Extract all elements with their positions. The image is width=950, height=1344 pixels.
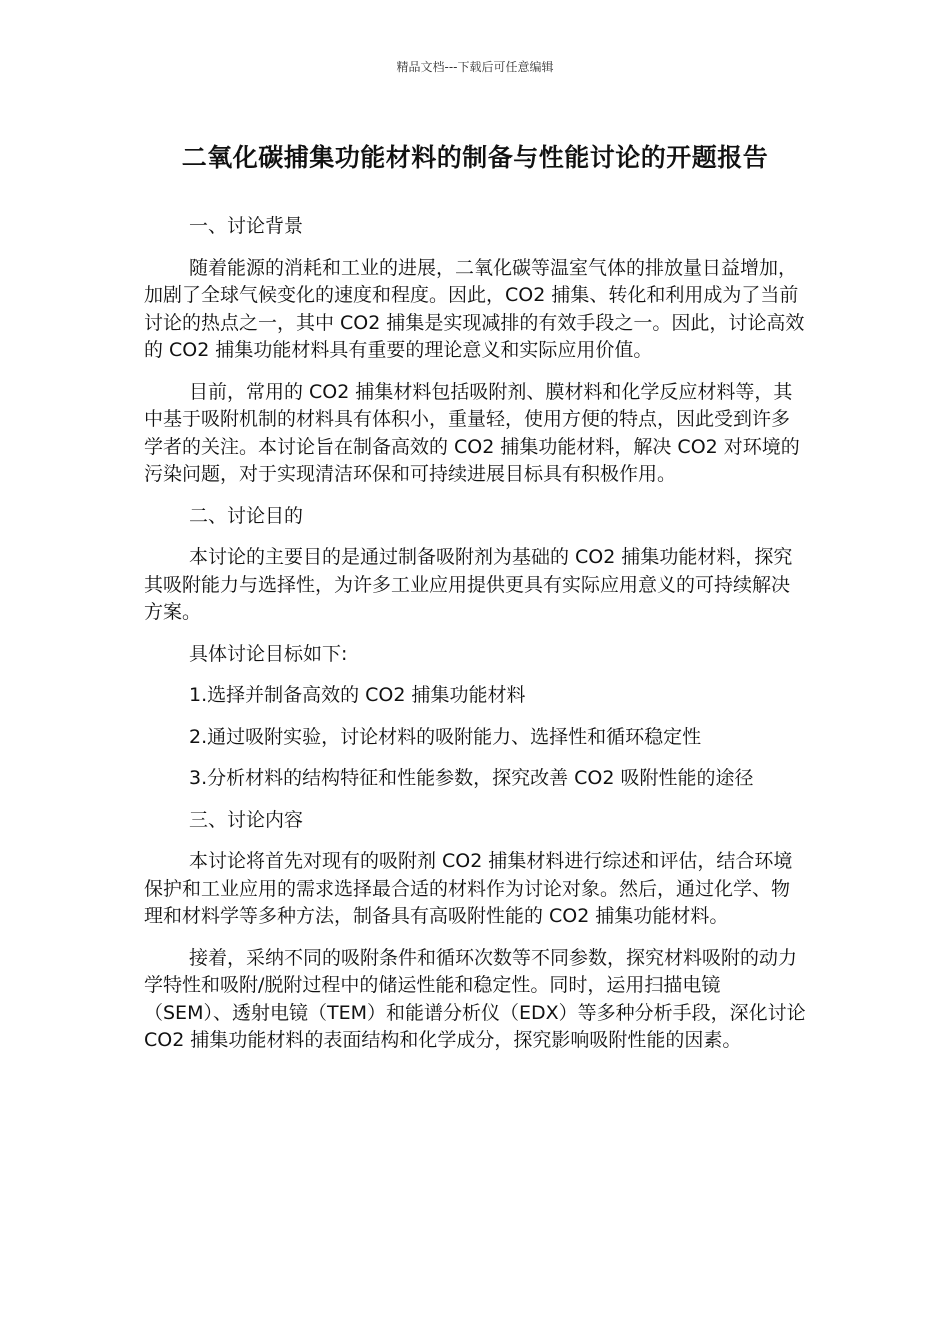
objective-item-3: 3.分析材料的结构特征和性能参数，探究改善 CO2 吸附性能的途径 xyxy=(189,767,754,789)
section-heading-background: 一、讨论背景 xyxy=(189,215,304,237)
content-paragraph-2: 接着，采纳不同的吸附条件和循环次数等不同参数，探究材料吸附的动力学特性和吸附/脱附过程中的储运性能和稳定性。同时，运用扫描电镜（SEM）、透射电镜（TEM）和能谱分析仪（EDX）等多种分析手段，深化讨论 CO2 捕集功能材料的表面结构和化学成分，探究影响吸附性能的因素。 xyxy=(144,946,806,1051)
objective-item-1: 1.选择并制备高效的 CO2 捕集功能材料 xyxy=(189,684,526,706)
section-heading-objective: 二、讨论目的 xyxy=(189,504,304,527)
document-title: 二氧化碳捕集功能材料的制备与性能讨论的开题报告 xyxy=(181,143,769,172)
document-body xyxy=(144,213,808,1069)
header-note: 精品文档---下载后可任意编辑 xyxy=(396,60,554,74)
background-paragraph-2: 目前，常用的 CO2 捕集材料包括吸附剂、膜材料和化学反应材料等，其中基于吸附机制的材料具有体积小，重量轻，使用方便的特点，因此受到许多学者的关注。本讨论旨在制备高效的 CO2 捕集功能材料，解决 CO2 对环境的污染问题，对于实现清洁环保和可持续进展目标具有积极作用。 xyxy=(144,380,800,485)
background-paragraph-1: 随着能源的消耗和工业的进展，二氧化碳等温室气体的排放量日益增加，加剧了全球气候变化的速度和程度。因此，CO2 捕集、转化和利用成为了当前讨论的热点之一，其中 CO2 捕集是实现减排的有效手段之一。因此，讨论高效的 CO2 捕集功能材料具有重要的理论意义和实际应用价值。 xyxy=(144,256,805,361)
objective-item-2: 2.通过吸附实验，讨论材料的吸附能力、选择性和循环稳定性 xyxy=(189,725,702,748)
content-paragraph-1: 本讨论将首先对现有的吸附剂 CO2 捕集材料进行综述和评估，结合环境保护和工业应用的需求选择最合适的材料作为讨论对象。然后，通过化学、物理和材料学等多种方法，制备具有高吸附性能的 CO2 捕集功能材料。 xyxy=(144,850,793,927)
section-heading-content: 三、讨论内容 xyxy=(189,808,304,831)
objective-list-intro: 具体讨论目标如下: xyxy=(189,642,348,665)
objective-paragraph-1: 本讨论的主要目的是通过制备吸附剂为基础的 CO2 捕集功能材料，探究其吸附能力与选择性，为许多工业应用提供更具有实际应用意义的可持续解决方案。 xyxy=(144,546,793,623)
